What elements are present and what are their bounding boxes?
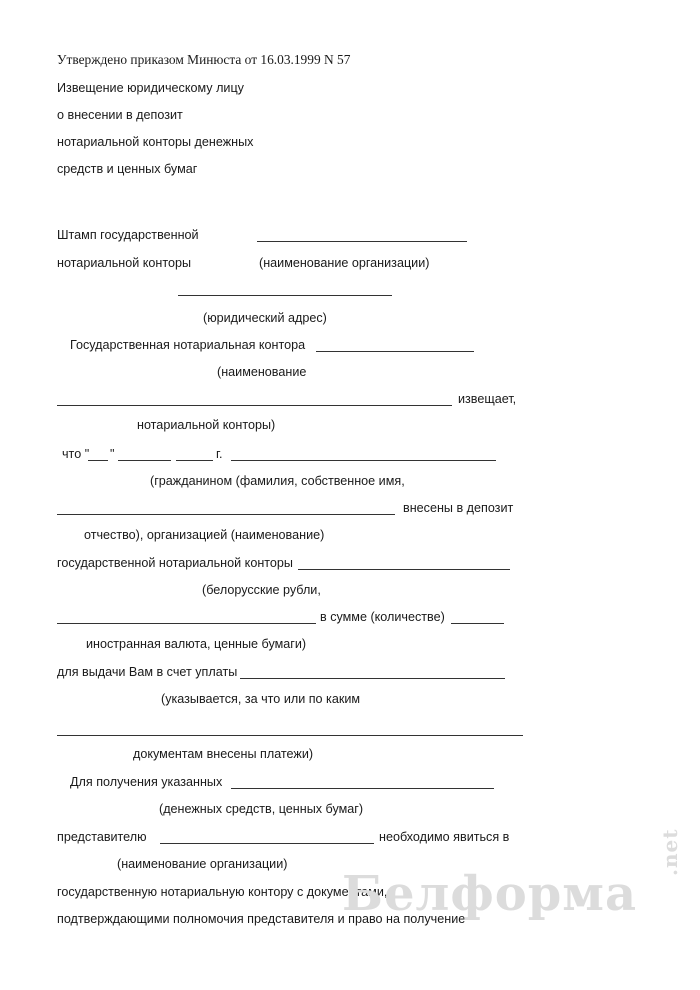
deposited-text: внесены в депозит: [403, 501, 514, 515]
date-prefix: что ": [62, 447, 90, 461]
must-appear-text: необходимо явиться в: [379, 830, 510, 844]
month-blank: [118, 460, 171, 461]
patronymic-caption: отчество), организацией (наименование): [84, 528, 325, 542]
date-quote: ": [110, 447, 115, 461]
depositor-blank: [231, 460, 496, 461]
closing-line-1: государственную нотариальную контору с документами,: [57, 885, 388, 899]
day-blank: [88, 460, 108, 461]
stamp-line-2: нотариальной конторы: [57, 256, 192, 270]
currency-blank: [298, 569, 510, 570]
funds-caption: (денежных средств, ценных бумаг): [159, 802, 364, 816]
currency-type-blank: [57, 623, 316, 624]
title-line-2: о внесении в депозит: [57, 108, 183, 122]
amount-label: в сумме (количестве): [320, 610, 445, 624]
representative-label: представителю: [57, 830, 147, 844]
payment-reason-blank: [57, 735, 523, 736]
depositor-name-blank: [57, 514, 395, 515]
payment-blank: [240, 678, 505, 679]
currency-caption-2: иностранная валюта, ценные бумаги): [86, 637, 307, 651]
closing-line-2: подтверждающими полномочия представителя и право на получение: [57, 912, 466, 926]
citizen-caption: (гражданином (фамилия, собственное имя,: [150, 474, 405, 488]
office-caption: нотариальной конторы): [137, 418, 276, 432]
office-label: Государственная нотариальная контора: [70, 338, 306, 352]
address-blank: [178, 295, 392, 296]
year-blank: [176, 460, 213, 461]
payment-caption: (указывается, за что или по каким: [161, 692, 361, 706]
org-name-caption-2: (наименование организации): [117, 857, 288, 871]
stamp-line-1: Штамп государственной: [57, 228, 199, 242]
watermark-brand: Белформа: [342, 866, 638, 922]
documents-caption: документам внесены платежи): [133, 747, 314, 761]
title-line-1: Извещение юридическому лицу: [57, 81, 244, 95]
title-line-3: нотариальной конторы денежных: [57, 135, 254, 149]
name-caption: (наименование: [217, 365, 307, 379]
org-name-caption: (наименование организации): [259, 256, 430, 270]
title-line-4: средств и ценных бумаг: [57, 162, 198, 176]
year-suffix: г.: [216, 447, 223, 461]
state-office-text: государственной нотариальной конторы: [57, 556, 293, 570]
office-blank: [316, 351, 474, 352]
address-caption: (юридический адрес): [203, 311, 327, 325]
org-name-blank: [257, 241, 467, 242]
currency-caption: (белорусские рубли,: [202, 583, 321, 597]
amount-blank: [451, 623, 504, 624]
receive-label: Для получения указанных: [70, 775, 223, 789]
approval-note: Утверждено приказом Минюста от 16.03.1999 N 57: [57, 52, 351, 67]
office-name-blank: [57, 405, 452, 406]
funds-blank: [231, 788, 494, 789]
payment-label: для выдачи Вам в счет уплаты: [57, 665, 238, 679]
watermark-suffix: .net: [658, 828, 682, 876]
representative-blank: [160, 843, 374, 844]
notifies-text: извещает,: [458, 392, 517, 406]
